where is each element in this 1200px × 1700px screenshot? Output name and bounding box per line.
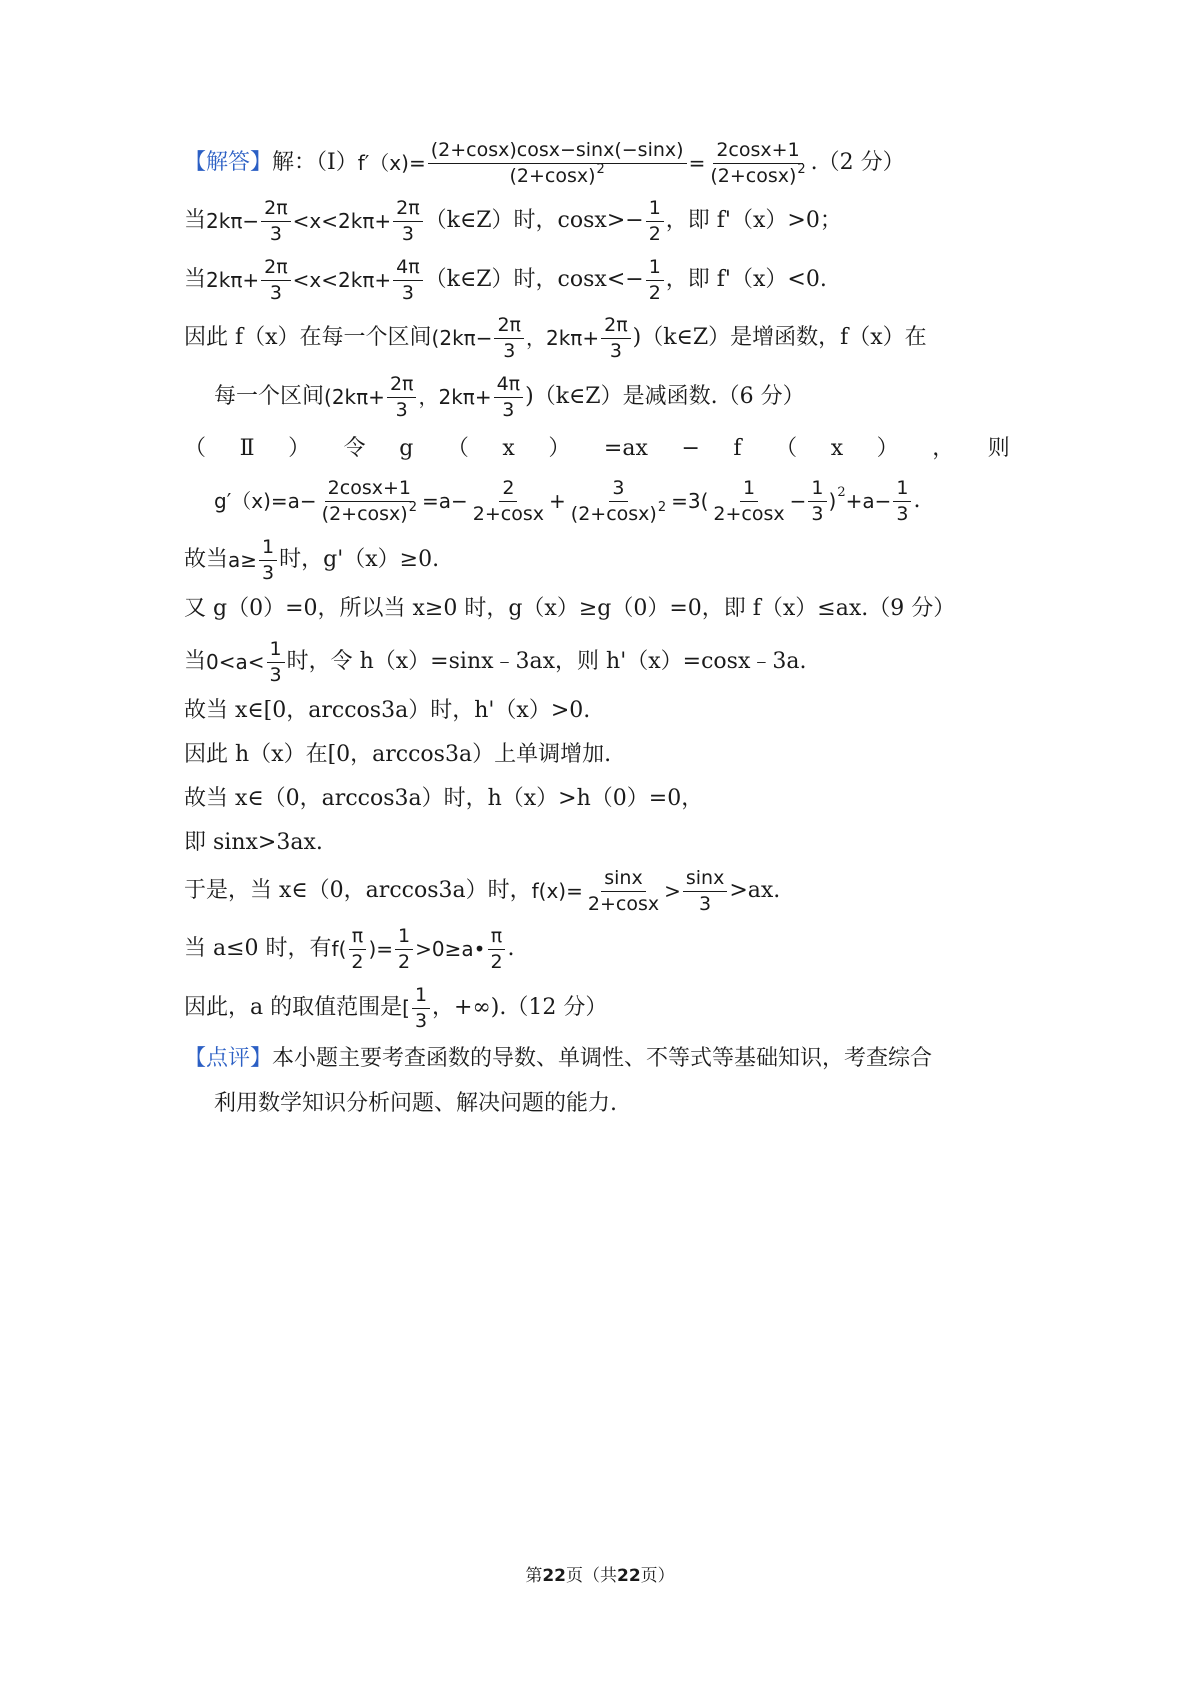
simplified-fraction: $\frac{2\cos x+1}{(2+\cos x)^2}$ — [710, 139, 806, 187]
solution-line-14: 即 sinx>3ax. — [184, 830, 323, 855]
solution-line-15: 于是，当 x∈（0，arccos3a）时， f(x)= $\frac{\sin x}{2+\cos x}$ > $\frac{\sin x}{3}$ >ax. — [184, 867, 781, 915]
comment-line-1: 【点评】 本小题主要考查函数的导数、单调性、不等式等基础知识，考查综合 — [184, 1046, 933, 1071]
answer-tag: 【解答】 — [184, 150, 273, 176]
solution-line-2: 当 2kπ− $\frac{2\pi}{3}$ <x<2kπ+ $\frac{2\pi}{3}$ （k∈Z）时，cosx>− $\frac{1}{2}$ ，即 f'（x）>0； — [184, 197, 842, 245]
solution-line-16: 当 a≤0 时，有 f( $\frac{\pi}{2}$ )= $\frac{1}{2}$ >0≥a• $\frac{\pi}{2}$ . — [184, 925, 515, 973]
solution-line-4: 因此 f（x）在每一个区间 (2kπ− $\frac{2\pi}{3}$ ，2kπ+ $\frac{2\pi}{3}$ )（k∈Z）是增函数，f（x）在 — [184, 314, 927, 362]
solution-line-11: 故当 x∈[0，arccos3a）时，h'（x）>0. — [184, 698, 591, 723]
solution-line-3: 当 2kπ+ $\frac{2\pi}{3}$ <x<2kπ+ $\frac{4\pi}{3}$ （k∈Z）时，cosx<− $\frac{1}{2}$ ，即 f'（x）<0. — [184, 256, 827, 304]
solution-line-8: 故当 a≥ $\frac{1}{3}$ 时，g'（x）≥0. — [184, 536, 440, 584]
solution-line-6: （ Ⅱ ） 令 g （ x ） =ax − f （ x ） ， 则 — [184, 436, 1010, 461]
page-number: 22 — [542, 1566, 566, 1586]
page-total: 22 — [617, 1566, 641, 1586]
solution-line-10: 当 0<a< $\frac{1}{3}$ 时，令 h（x）=sinx﹣3ax，则 h'（x）=cosx﹣3a. — [184, 638, 807, 686]
solution-line-13: 故当 x∈（0，arccos3a）时，h（x）>h（0）=0， — [184, 786, 704, 811]
derivative-fraction: $\frac{(2+\cos x)\cos x-\sin x(-\sin x)}{(2+\cos x)^2}$ — [428, 140, 687, 187]
comment-tag: 【点评】 — [184, 1046, 273, 1071]
solution-line-12: 因此 h（x）在[0，arccos3a）上单调增加. — [184, 742, 612, 767]
comment-line-2: 利用数学知识分析问题、解决问题的能力. — [214, 1091, 617, 1116]
solution-line-9: 又 g（0）=0，所以当 x≥0 时，g（x）≥g（0）=0，即 f（x）≤ax.（9 分） — [184, 596, 956, 621]
solution-line-1: 【解答】 解：（Ⅰ） f′（x)= $\frac{(2+\cos x)\cos x-\sin x(-\sin x)}{(2+\cos x)^2}$ = $\frac{2\cos x+1}{(2+\cos x)^2}$ .（2 分） — [184, 139, 905, 187]
solution-line-17: 因此，a 的取值范围是 [ $\frac{1}{3}$ ，+∞).（12 分） — [184, 984, 608, 1032]
solution-line-7: g′（x)=a− $\frac{2\cos x+1}{(2+\cos x)^2}$ =a− $\frac{2}{2+\cos x}$ + $\frac{3}{(2+\cos x)^2}$ =3( $\frac{1}{2+\cos x}$ − $\frac{1}{3}$ ) 2 +a− $\frac{1}{3}$ . — [214, 477, 921, 525]
solution-line-5: 每一个区间 (2kπ+ $\frac{2\pi}{3}$ ，2kπ+ $\frac{4\pi}{3}$ )（k∈Z）是减函数.（6 分） — [214, 373, 805, 421]
page-footer: 第22页（共22页） — [525, 1566, 675, 1586]
